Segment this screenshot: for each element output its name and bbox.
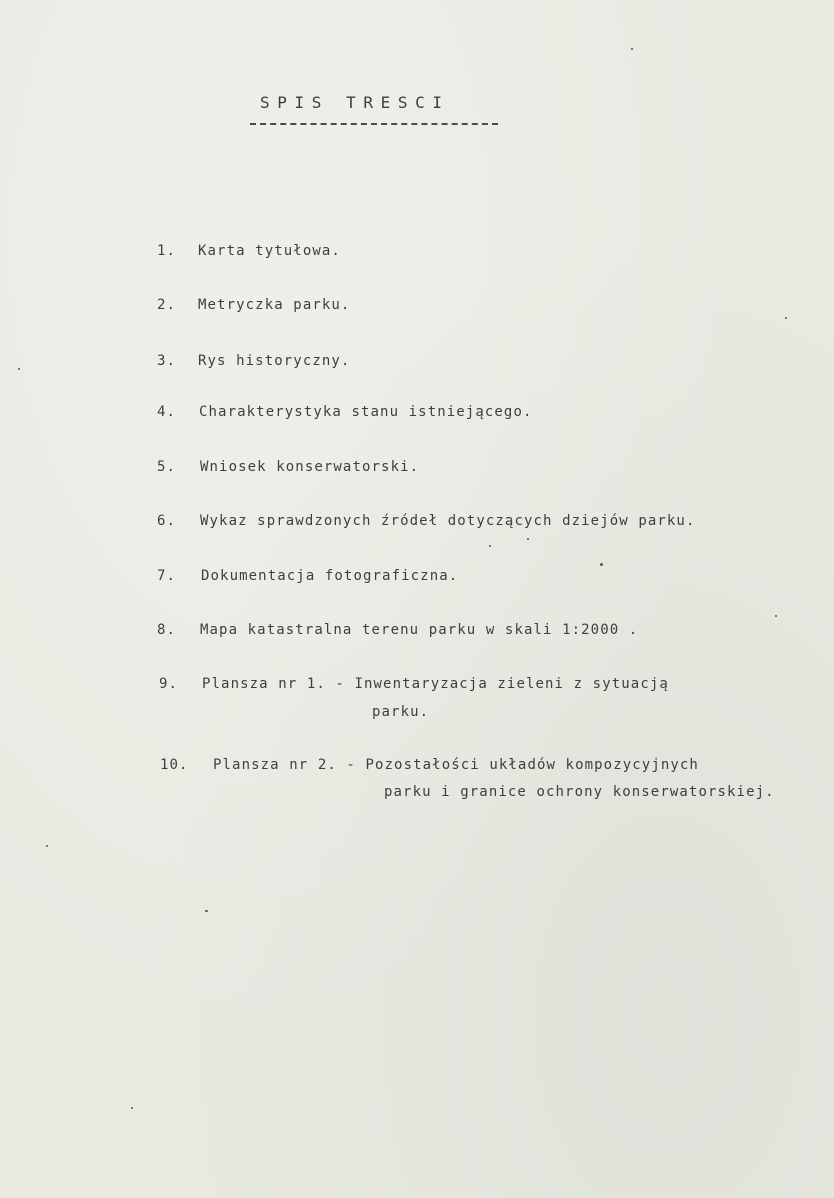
- toc-item-number: 5.: [157, 459, 177, 475]
- toc-item-text: Karta tytułowa.: [198, 243, 341, 259]
- scan-speck: [18, 368, 20, 370]
- toc-item-number: 9.: [159, 676, 179, 692]
- toc-item-number: 6.: [157, 513, 177, 529]
- scan-speck: [527, 538, 529, 540]
- scan-speck: [131, 1107, 133, 1109]
- toc-item-text: Mapa katastralna terenu parku w skali 1:2000 .: [200, 622, 639, 638]
- document-title: SPIS TRESCI: [260, 93, 450, 112]
- scan-speck: [785, 317, 787, 319]
- toc-item-number: 10.: [160, 757, 189, 773]
- toc-item-text: Plansza nr 2. - Pozostałości układów kompozycyjnych: [213, 757, 699, 773]
- toc-item-text: Metryczka parku.: [198, 297, 351, 313]
- scan-speck: [775, 615, 777, 617]
- toc-item-text: Plansza nr 1. - Inwentaryzacja zieleni z sytuacją: [202, 676, 669, 692]
- toc-item-continuation: parku i granice ochrony konserwatorskiej.: [384, 784, 775, 800]
- scan-speck: [489, 545, 491, 547]
- toc-item-number: 3.: [157, 353, 177, 369]
- toc-item-continuation: parku.: [372, 704, 430, 720]
- toc-item-number: 8.: [157, 622, 177, 638]
- toc-item-number: 7.: [157, 568, 177, 584]
- toc-item-text: Charakterystyka stanu istniejącego.: [199, 404, 533, 420]
- toc-item-number: 2.: [157, 297, 177, 313]
- scan-speck: [46, 845, 48, 847]
- toc-item-number: 4.: [157, 404, 177, 420]
- toc-item-text: Wykaz sprawdzonych źródeł dotyczących dziejów parku.: [200, 513, 696, 529]
- toc-item-text: Rys historyczny.: [198, 353, 351, 369]
- scan-speck: [631, 48, 633, 50]
- toc-item-number: 1.: [157, 243, 177, 259]
- scan-speck: [600, 563, 603, 566]
- toc-item-text: Wniosek konserwatorski.: [200, 459, 420, 475]
- scan-speck: [205, 910, 208, 912]
- title-underline: [250, 123, 498, 125]
- toc-item-text: Dokumentacja fotograficzna.: [201, 568, 459, 584]
